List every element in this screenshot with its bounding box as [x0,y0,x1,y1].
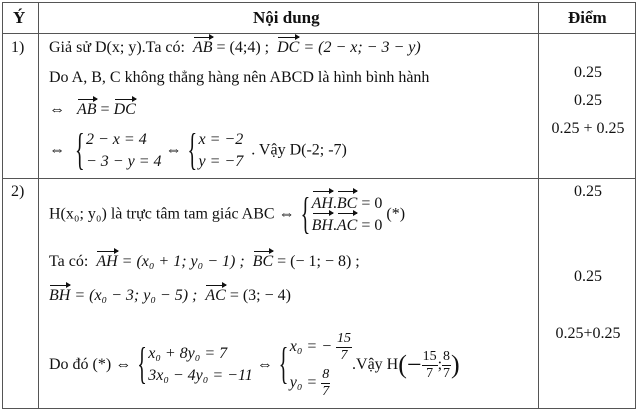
row2-line1: H(x₀; y₀) là trực tâm tam giác ABC ⇔ { AH.BC = 0 BH.AC = 0 (*) [49,193,405,237]
score: 0.25 + 0.25 [551,120,625,137]
score: 0.25 [574,92,602,109]
vector-ac: AC [205,287,226,304]
header-content: Nội dung [253,8,320,27]
vector-ah: AH [96,253,118,270]
vector-ab: AB [192,39,213,56]
row-divider [3,178,635,179]
row1-line1: Giả sử D(x; y).Ta có: AB = (4;4) ; DC = (2 − x; − 3 − y) [49,39,421,56]
answer-table [2,2,636,409]
equivalence-icon: ⇔ [165,141,182,159]
row2-line4: Do đó (*) ⇔ { x₀ + 8y₀ = 7 3x₀ − 4y₀ = −11 ⇔ { x₀ = − $\frac{15}{7}$ y₀ = $\frac{8}{7}$ .Vậy H (− $\frac{15}{7}$ ; $\frac{8}{7}$ ) [49,325,460,405]
vector-dc: DC [113,101,136,118]
conclusion-text: .Vậy H [352,356,399,373]
conclusion-text: . Vậy D(-2; -7) [251,141,347,159]
equation-system: { x₀ + 8y₀ = 7 3x₀ − 4y₀ = −11 [139,343,253,387]
row2-line3: BH = (x₀ − 3; y₀ − 5) ; AC = (3; − 4) [49,287,291,304]
row2-line2: Ta có: AH = (x₀ + 1; y₀ − 1) ; BC = (− 1; − 8) ; [49,253,360,270]
equation-system: { x₀ = − $\frac{15}{7}$ y₀ = $\frac{8}{7}$ [281,329,352,401]
row-divider [3,33,635,34]
score: 0.25 [574,183,602,200]
vector-bh: BH [49,287,71,304]
equation-system: { AH.BC = 0 BH.AC = 0 [303,193,383,237]
row-index: 1) [11,39,25,56]
column-divider [38,3,39,408]
equivalence-icon: ⇔ [49,101,65,118]
equation-system: { 2 − x = 4 − 3 − y = 4 [77,129,162,173]
score: 0.25 [574,64,602,81]
header-score: Điểm [568,8,607,27]
vector-ab: AB [77,101,97,118]
equation-system: { x = −2 y = −7 [190,129,244,173]
vector-dc: DC [277,39,300,56]
row-index: 2) [11,183,25,200]
row1-line3: ⇔ AB = DC [49,101,136,118]
equivalence-icon: ⇔ [49,141,65,159]
vector-bc: BC [252,253,274,270]
header-index: Ý [13,8,26,27]
equivalence-icon: ⇔ [256,356,273,373]
score: 0.25+0.25 [555,325,621,342]
row1-line2: Do A, B, C không thẳng hàng nên ABCD là hình bình hành [49,69,430,86]
score: 0.25 [574,268,602,285]
row1-line4 [49,129,347,173]
